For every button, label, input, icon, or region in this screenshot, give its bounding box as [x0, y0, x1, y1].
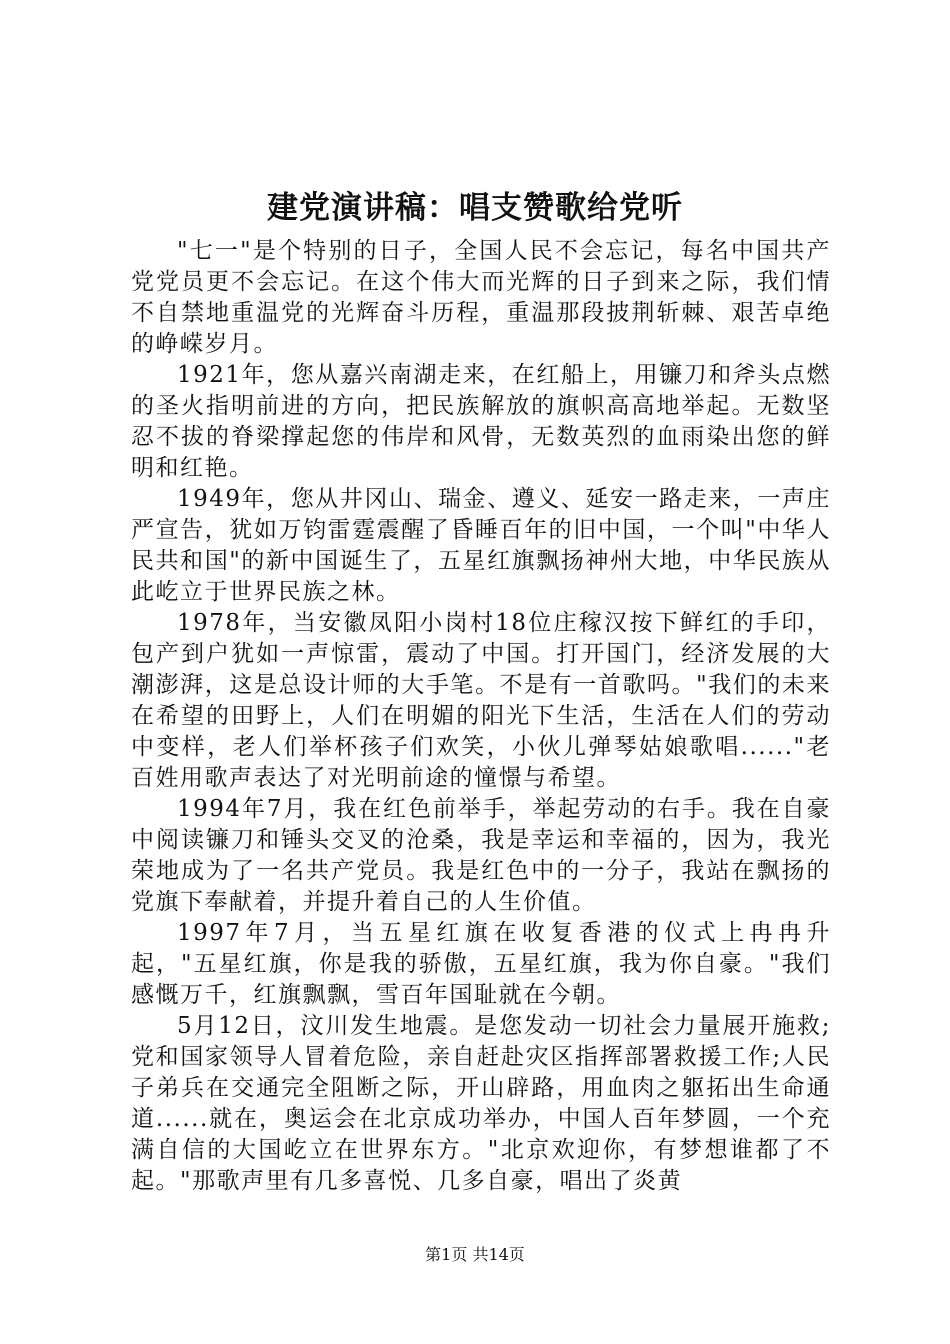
paragraph-1: "七一"是个特别的日子，全国人民不会忘记，每名中国共产党党员更不会忘记。在这个伟大而光辉的日子到来之际，我们情不自禁地重温党的光辉奋斗历程，重温那段披荆斩棘、艰苦卓绝的峥嵘岁月。 [131, 238, 831, 357]
paragraph-7: 5月12日，汶川发生地震。是您发动一切社会力量展开施救;党和国家领导人冒着危险，亲自赶赴灾区指挥部署救援工作;人民子弟兵在交通完全阻断之际，开山辟路，用血肉之躯拓出生命通道......就在，奥运会在北京成功举办，中国人百年梦圆，一个充满自信的大国屹立在世界东方。"北京欢迎你，有梦想谁都了不起。"那歌声里有几多喜悦、几多自豪，唱出了炎黄 [131, 1013, 831, 1194]
document-title: 建党演讲稿：唱支赞歌给党听 [267, 190, 683, 226]
document-body [131, 236, 831, 1197]
page-number-footer: 第1页 共14页 [425, 1245, 525, 1264]
paragraph-4: 1978年，当安徽凤阳小岗村18位庄稼汉按下鲜红的手印，包产到户犹如一声惊雷，震动了中国。打开国门，经济发展的大潮澎湃，这是总设计师的大手笔。不是有一首歌吗。"我们的未来在希望的田野上，人们在明媚的阳光下生活，生活在人们的劳动中变样，老人们举杯孩子们欢笑，小伙儿弹琴姑娘歌唱......"老百姓用歌声表达了对光明前途的憧憬与希望。 [131, 610, 831, 791]
paragraph-5: 1994年7月，我在红色前举手，举起劳动的右手。我在自豪中阅读镰刀和锤头交叉的沧桑，我是幸运和幸福的，因为，我光荣地成为了一名共产党员。我是红色中的一分子，我站在飘扬的党旗下奉献着，并提升着自己的人生价值。 [131, 796, 831, 915]
paragraph-3: 1949年，您从井冈山、瑞金、遵义、延安一路走来，一声庄严宣告，犹如万钧雷霆震醒了昏睡百年的旧中国，一个叫"中华人民共和国"的新中国诞生了，五星红旗飘扬神州大地，中华民族从此屹立于世界民族之林。 [131, 486, 831, 605]
paragraph-2: 1921年，您从嘉兴南湖走来，在红船上，用镰刀和斧头点燃的圣火指明前进的方向，把民族解放的旗帜高高地举起。无数坚忍不拔的脊梁撑起您的伟岸和风骨，无数英烈的血雨染出您的鲜明和红艳。 [131, 362, 831, 481]
paragraph-6: 1997年7月，当五星红旗在收复香港的仪式上冉冉升起，"五星红旗，你是我的骄傲，五星红旗，我为你自豪。"我们感慨万千，红旗飘飘，雪百年国耻就在今朝。 [131, 920, 831, 1008]
